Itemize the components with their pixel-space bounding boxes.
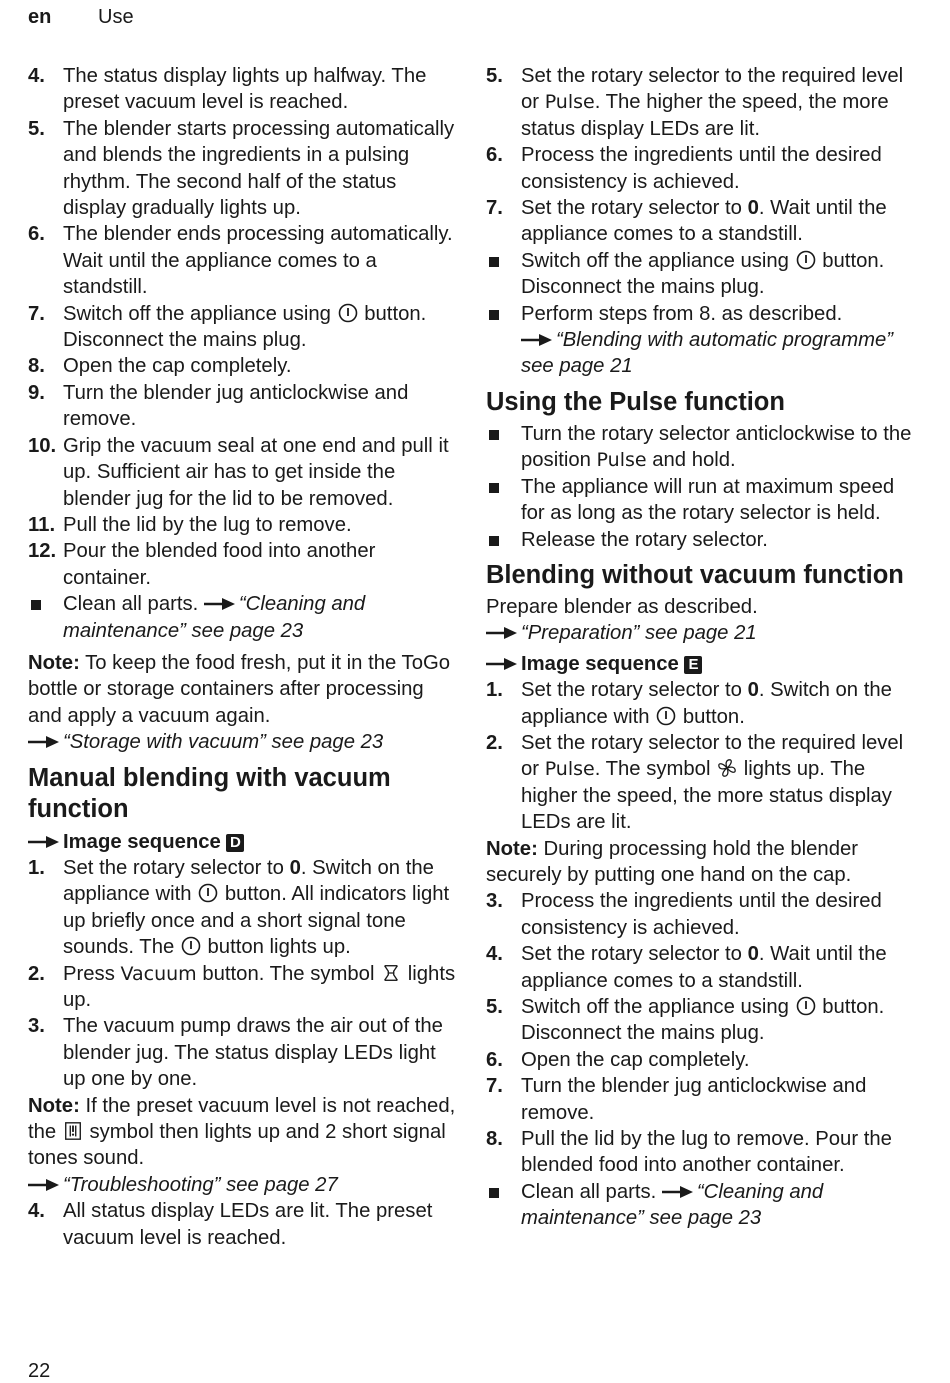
list-item: 7. Set the rotary selector to 0. Wait until the appliance comes to a standstill.: [486, 197, 887, 246]
left-column: [28, 63, 460, 1251]
section-heading: Manual blending with vacuum function: [28, 763, 391, 823]
right-column: [486, 63, 922, 1232]
list-item: 6. Open the cap completely.: [486, 1048, 750, 1071]
list-item: 6. The blender ends processing automatically. Wait until the appliance comes to a standstill.: [28, 223, 453, 299]
pulse-label: Pulse: [596, 449, 647, 472]
bullet-square: [489, 310, 499, 320]
page-header: [28, 6, 134, 29]
power-button-icon: [796, 996, 816, 1016]
image-sequence-letter: E: [684, 656, 702, 674]
bullet-square: [489, 430, 499, 440]
power-button-icon: [338, 303, 358, 323]
page-number: 22: [28, 1360, 51, 1382]
list-item: 8. Open the cap completely.: [28, 355, 292, 378]
note: Note: During processing hold the blender securely by putting one hand on the cap.: [486, 837, 859, 886]
list-item: 5. Switch off the appliance using button. Disconnect the mains plug.: [486, 996, 885, 1045]
list-item: 5. The blender starts processing automatically and blends the ingredients in a pulsing rhythm. The second half of the status display gradually lights up.: [28, 117, 455, 220]
vacuum-button-label: Vacuum: [120, 962, 197, 985]
section-heading: Using the Pulse function: [486, 387, 785, 416]
arrow-right-icon: [486, 626, 517, 640]
bullet-square: [489, 536, 499, 546]
bullet-item: Release the rotary selector.: [486, 527, 922, 553]
note: Note: If the preset vacuum level is not reached, the symbol then lights up and 2 short signal tones sound. “Troubleshooting” see page 27: [28, 1094, 456, 1196]
bullet-item: Perform steps from 8. as described. “Blending with automatic programme” see page 21: [486, 301, 922, 380]
list-item: 1. Set the rotary selector to 0. Switch on the appliance with button. All indicators light up briefly once and a short signal tone sounds. The button lights up.: [28, 856, 450, 959]
list-item: 2. Press Vacuum button. The symbol lights up.: [28, 962, 456, 1011]
list-item: 4. All status display LEDs are lit. The preset vacuum level is reached.: [28, 1200, 433, 1249]
arrow-right-icon: [521, 333, 552, 347]
bullet-item: Clean all parts. “Cleaning and maintenance” see page 23: [28, 591, 460, 644]
list-item: 4. Set the rotary selector to 0. Wait until the appliance comes to a standstill.: [486, 943, 887, 992]
vacuum-symbol-icon: [381, 963, 401, 983]
cross-reference-link[interactable]: “Cleaning and maintenance” see page 23: [521, 1180, 824, 1230]
list-item: 12. Pour the blended food into another container.: [28, 540, 376, 589]
section-heading: Blending without vacuum function: [486, 560, 904, 589]
list-item: 7. Switch off the appliance using button. Disconnect the mains plug.: [28, 302, 427, 352]
bullet-item: Clean all parts. “Cleaning and maintenance” see page 23: [486, 1179, 922, 1232]
arrow-right-icon: [28, 735, 59, 749]
vacuum-warning-icon: [63, 1121, 83, 1141]
list-item: 4. The status display lights up halfway. The preset vacuum level is reached.: [28, 65, 427, 114]
bullet-square: [489, 257, 499, 267]
list-item: 10. Grip the vacuum seal at one end and pull it up. Sufficient air has to get inside the blender jug for the lid to be removed.: [28, 434, 449, 510]
pulse-label: Pulse: [544, 91, 595, 114]
bullet-square: [31, 600, 41, 610]
list-item: 8. Pull the lid by the lug to remove. Pour the blended food into another container.: [486, 1128, 892, 1177]
list-item: 3. Process the ingredients until the desired consistency is achieved.: [486, 890, 882, 939]
pulse-label: Pulse: [544, 758, 595, 781]
cross-reference-link[interactable]: “Cleaning and maintenance” see page 23: [63, 593, 366, 642]
list-item: 6. Process the ingredients until the desired consistency is achieved.: [486, 144, 882, 193]
list-item: 5. Set the rotary selector to the required level or Pulse. The higher the speed, the more status display LEDs are lit.: [486, 65, 904, 140]
arrow-right-icon: [486, 657, 517, 671]
cross-reference-link[interactable]: “Blending with automatic programme” see page 21: [521, 329, 894, 378]
image-sequence-ref: Image sequence E: [486, 651, 922, 677]
section-title: Use: [98, 6, 134, 28]
list-item: 7. Turn the blender jug anticlockwise and remove.: [486, 1075, 867, 1124]
language-code: en: [28, 6, 52, 28]
image-sequence-letter: D: [226, 834, 244, 852]
arrow-right-icon: [28, 1178, 59, 1192]
list-item: 9. Turn the blender jug anticlockwise and remove.: [28, 381, 409, 431]
arrow-right-icon: [28, 835, 59, 849]
arrow-right-icon: [662, 1185, 693, 1199]
cross-reference: [486, 620, 922, 646]
cross-reference-link[interactable]: “Preparation” see page 21: [521, 622, 757, 645]
bullet-item: Switch off the appliance using button. Disconnect the mains plug.: [486, 248, 922, 301]
power-button-icon: [656, 706, 676, 726]
bullet-item: The appliance will run at maximum speed for as long as the rotary selector is held.: [486, 474, 922, 527]
bullet-item: Turn the rotary selector anticlockwise to the position Pulse and hold.: [486, 421, 922, 474]
list-item: 2. Set the rotary selector to the required level or Pulse. The symbol lights up. The higher the speed, the more status display LEDs are lit.: [486, 731, 904, 834]
image-sequence-ref: Image sequence D: [28, 829, 460, 855]
list-item: 11. Pull the lid by the lug to remove.: [28, 513, 352, 536]
note: Note: To keep the food fresh, put it in the ToGo bottle or storage containers after processing and apply a vacuum again. “Storage with vacuum” see page 23: [28, 651, 451, 754]
arrow-right-icon: [204, 597, 235, 611]
power-button-icon: [198, 883, 218, 903]
power-button-icon: [796, 250, 816, 270]
bullet-square: [489, 1188, 499, 1198]
paragraph: Prepare blender as described.: [486, 595, 758, 618]
list-item: 1. Set the rotary selector to 0. Switch on the appliance with button.: [486, 679, 892, 728]
cross-reference-link[interactable]: “Troubleshooting” see page 27: [63, 1173, 338, 1196]
bullet-square: [489, 483, 499, 493]
power-button-icon: [181, 936, 201, 956]
fan-symbol-icon: [717, 758, 737, 778]
list-item: 3. The vacuum pump draws the air out of the blender jug. The status display LEDs light up one by one.: [28, 1015, 443, 1091]
cross-reference-link[interactable]: “Storage with vacuum” see page 23: [63, 731, 384, 754]
